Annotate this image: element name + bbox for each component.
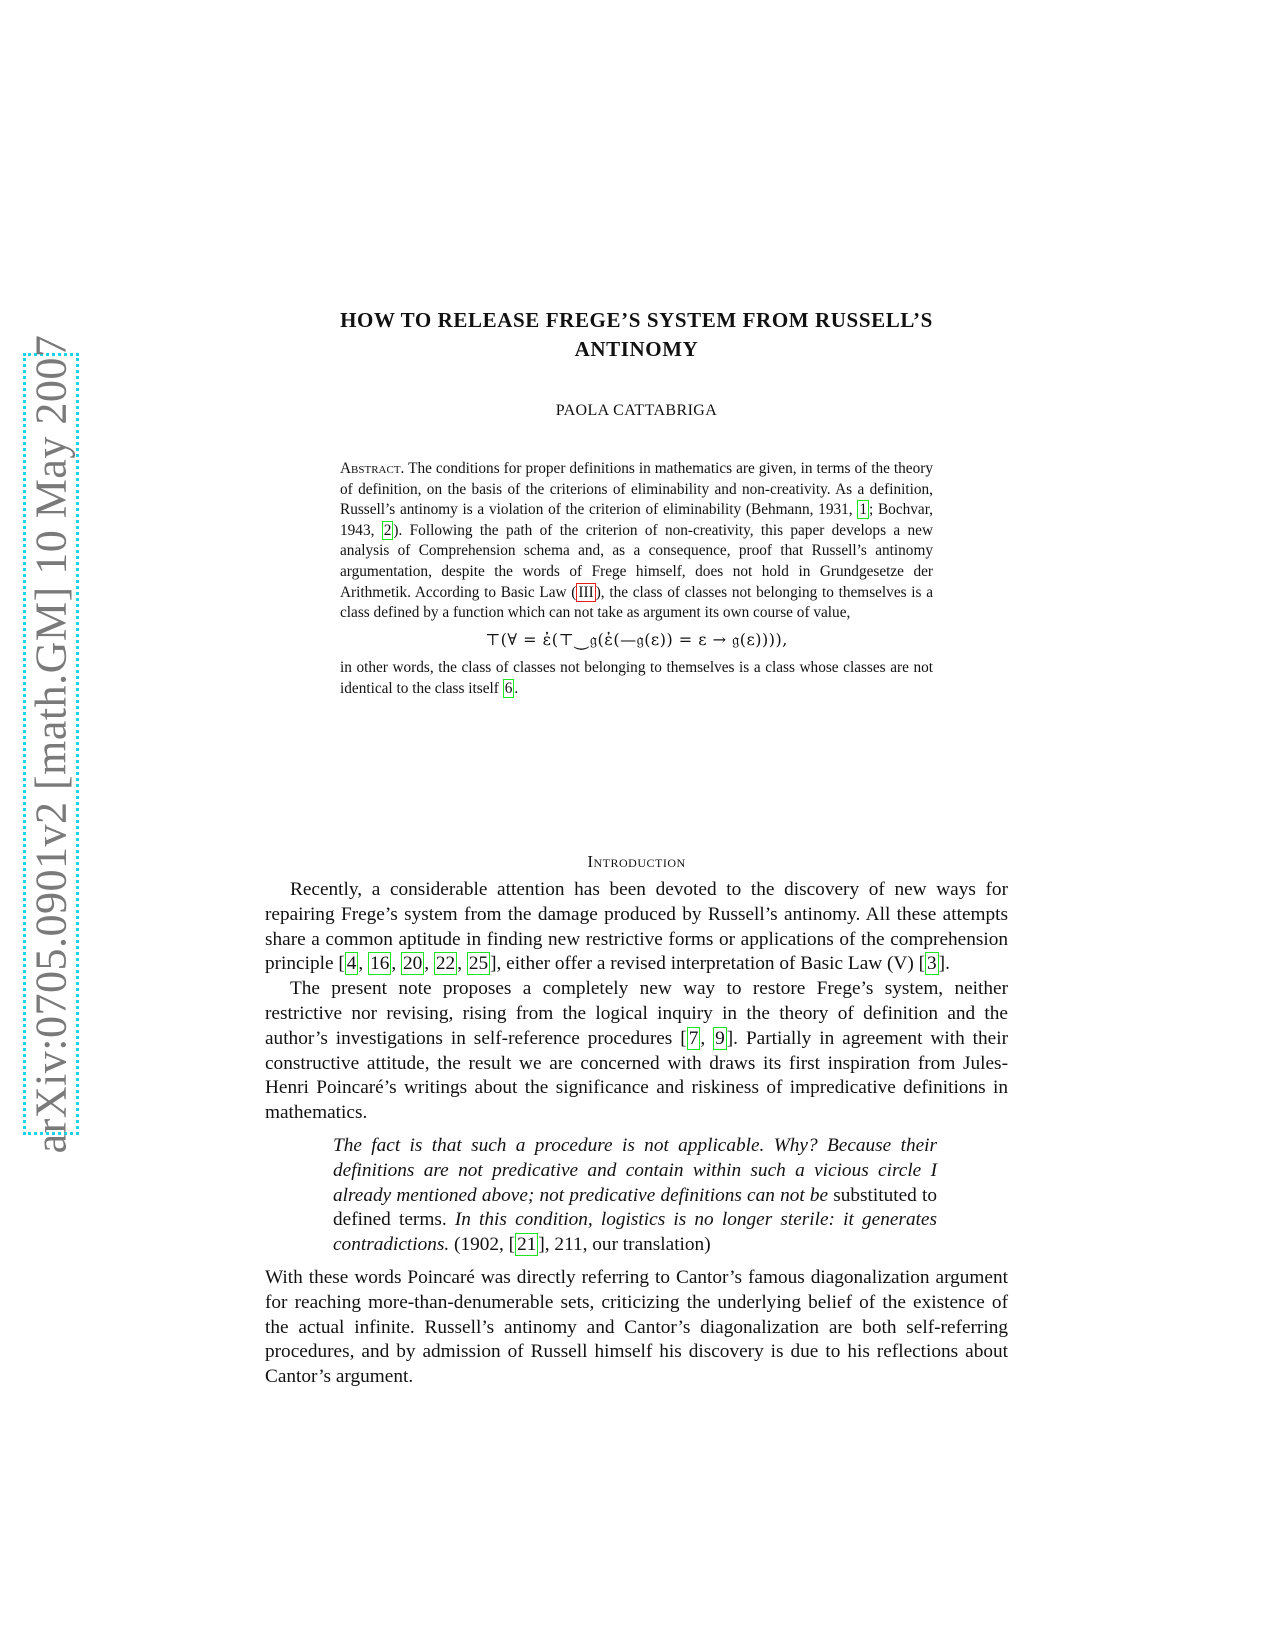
citation-link[interactable]: 20	[402, 953, 423, 975]
abstract-paragraph	[340, 459, 933, 624]
quote-source: ], 211, our translation)	[538, 1234, 711, 1256]
paper-title-line2: ANTINOMY	[574, 337, 699, 361]
frege-formula: ⊤(∀ = ἐ(⊤⏝𝔤(ἐ(—𝔤(ε)) = ε → 𝔤(ε)))),	[485, 629, 788, 649]
paragraph-text: The present note proposes a completely new way to restore Frege’s system, neither restrictive nor revising, rising from the logical inquiry in the theory of definition and the author’s investigations in self-reference procedures [	[265, 978, 1008, 1049]
equation-ref-link[interactable]: III	[578, 583, 594, 601]
abstract-text: ; Bochvar, 1943,	[340, 501, 934, 539]
abstract-text: in other words, the class of classes not belonging to themselves is a class whose classes are not identical to the class itself	[340, 659, 933, 697]
citation-link[interactable]: 2	[383, 521, 392, 539]
abstract-text: ), the class of classes not belonging to themselves is a class defined by a function which can not take as argument its own course of value,	[340, 583, 933, 622]
abstract-text: The conditions for proper definitions in mathematics are given, in terms of the theory of definition, on the basis of the criterions of eliminability and non-creativity. As a definition, Russell’s antinomy is a violation of the criterion of eliminability (Behmann, 1931,	[340, 460, 933, 519]
paragraph-text: ].	[938, 953, 950, 975]
abstract-text: .	[514, 679, 519, 697]
paper-title	[265, 306, 1008, 364]
quote-text: In this condition, logistics is no longer sterile: it generates contradictions.	[333, 1209, 937, 1256]
abstract-paragraph-2	[340, 658, 933, 699]
abstract-label: Abstract.	[340, 460, 405, 477]
paragraph-text: ], either offer a revised interpretation of Basic Law (V) [	[490, 953, 926, 975]
author-name: PAOLA CATTABRIGA	[555, 402, 718, 419]
citation-link[interactable]: 9	[715, 1027, 725, 1049]
quote-text: substituted to defined terms.	[333, 1184, 937, 1231]
citation-link[interactable]: 4	[346, 953, 357, 975]
paragraph-1: Recently, a considerable attention has been devoted to the discovery of new ways for repairing Frege’s system from the damage produced by Russell’s antinomy. All these attempts share a common aptitude in finding new restrictive forms or applications of the comprehension principle [ 4 , 16 , 20 , 22 , 25 ], either offer a revised interpretation of Basic Law (V) [ 3 ].	[265, 879, 1008, 975]
abstract-text: ). Following the path of the criterion of non-creativity, this paper develops a new analysis of Comprehension schema and, as a consequence, proof that Russell’s antinomy argumentation, despite the words of Frege himself, does not hold in Grundgesetze der Arithmetik. According to Basic Law (	[340, 521, 933, 601]
quote-source: (1902, [	[449, 1234, 516, 1256]
paper-title-line1: HOW TO RELEASE FREGE’S SYSTEM FROM RUSSELL’S	[340, 308, 933, 332]
body-text	[265, 878, 1008, 1390]
arxiv-stamp	[23, 334, 79, 1154]
paragraph-text: ]. Partially in agreement with their constructive attitude, the result we are concerned with draws its first inspiration from Jules-Henri Poincaré’s writings about the significance and riskiness of impredicative definitions in mathematics.	[265, 1027, 1009, 1124]
citation-link[interactable]: 16	[370, 953, 390, 975]
paragraph-2: The present note proposes a completely new way to restore Frege’s system, neither restrictive nor revising, rising from the logical inquiry in the theory of definition and the author’s investigations in self-reference procedures [ 7 , 9 ]. Partially in agreement with their constructive attitude, the result we are concerned with draws its first inspiration from Jules-Henri Poincaré’s writings about the significance and riskiness of impredicative definitions in mathematics.	[265, 978, 1009, 1124]
paragraph-text: Recently, a considerable attention has been devoted to the discovery of new ways for repairing Frege’s system from the damage produced by Russell’s antinomy. All these attempts share a common aptitude in finding new restrictive forms or applications of the comprehension principle [	[265, 879, 1008, 975]
section-heading-introduction: Introduction	[587, 852, 686, 871]
paragraph-3: With these words Poincaré was directly referring to Cantor’s famous diagonalization argument for reaching more-than-denumerable sets, criticizing the underlying belief of the existence of the actual infinite. Russell’s antinomy and Cantor’s diagonalization are both self-referring procedures, and by admission of Russell himself his discovery is due to his reflections about Cantor’s argument.	[265, 1266, 1008, 1388]
citation-link[interactable]: 6	[504, 679, 513, 697]
abstract	[340, 459, 933, 700]
citation-link[interactable]: 21	[517, 1234, 537, 1256]
quote-text: The fact is that such a procedure is not applicable. Why? Because their definitions are not predicative and contain within such a vicious circle I already mentioned above; not predicative definitions can not be	[333, 1134, 937, 1206]
arxiv-stamp-text: arXiv:0705.0901v2 [math.GM] 10 May 2007	[26, 334, 76, 1154]
citation-link[interactable]: 25	[468, 953, 489, 975]
citation-link[interactable]: 22	[435, 953, 456, 975]
citation-link[interactable]: 1	[859, 501, 867, 519]
citation-link[interactable]: 7	[688, 1027, 699, 1049]
poincare-quote	[333, 1134, 937, 1258]
citation-link[interactable]: 3	[927, 953, 937, 975]
